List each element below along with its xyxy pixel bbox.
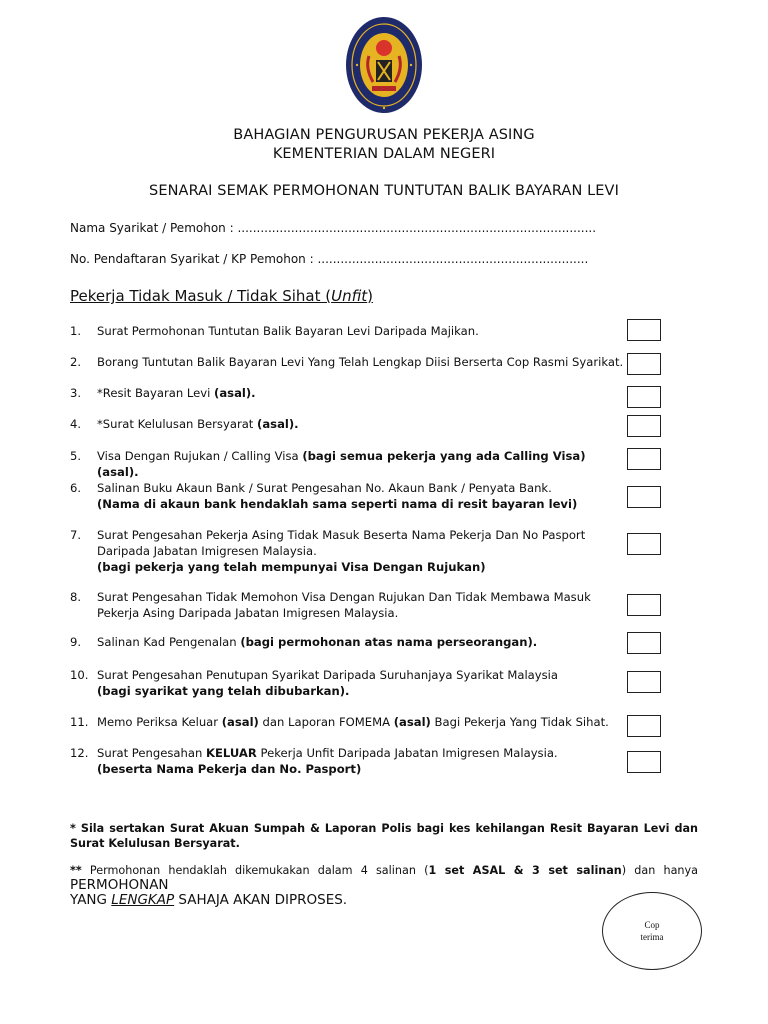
receipt-stamp-circle: [602, 892, 702, 970]
note-submission: ** Permohonan hendaklah dikemukakan dalam 4 salinan (1 set ASAL & 3 set salinan) dan hanya PERMOHONAN YANG LENGKAP SAHAJA AKAN DIPROSES.: [70, 864, 698, 908]
ministry-crest-logo: [345, 16, 423, 114]
checklist-item-number: 10.: [70, 668, 89, 682]
checklist-checkbox[interactable]: [627, 632, 661, 654]
checklist-item: [70, 745, 630, 777]
registration-number-dots: .......................................................................: [317, 252, 589, 266]
checklist-item-number: 2.: [70, 355, 82, 369]
checklist-item: [70, 589, 630, 621]
checklist-item-text: Memo Periksa Keluar (asal) dan Laporan FOMEMA (asal) Bagi Pekerja Yang Tidak Sihat.: [97, 715, 609, 729]
checklist-checkbox[interactable]: [627, 353, 661, 375]
checklist-item-text: *Resit Bayaran Levi (asal).: [97, 386, 256, 400]
document-title: SENARAI SEMAK PERMOHONAN TUNTUTAN BALIK BAYARAN LEVI: [149, 183, 619, 199]
note-affidavit: * Sila sertakan Surat Akuan Sumpah & Laporan Polis bagi kes kehilangan Resit Bayaran Levi dan Surat Kelulusan Bersyarat.: [70, 822, 698, 850]
registration-number-field[interactable]: [70, 252, 588, 266]
registration-number-label: No. Pendaftaran Syarikat / KP Pemohon :: [70, 252, 314, 266]
checklist-item-text: Surat Permohonan Tuntutan Balik Bayaran Levi Daripada Majikan.: [97, 324, 479, 338]
checklist-item-number: 9.: [70, 635, 82, 649]
checklist-item: [70, 448, 630, 480]
department-name: BAHAGIAN PENGURUSAN PEKERJA ASING: [233, 127, 535, 143]
checklist-item-text: Surat Pengesahan Tidak Memohon Visa Dengan Rujukan Dan Tidak Membawa Masuk Pekerja Asing Daripada Jabatan Imigresen Malaysia.: [97, 590, 591, 620]
checklist-item-number: 12.: [70, 746, 89, 760]
checklist-checkbox[interactable]: [627, 415, 661, 437]
checklist-item-number: 3.: [70, 386, 82, 400]
checklist-item-number: 1.: [70, 324, 82, 338]
checklist-item: [70, 667, 630, 699]
ministry-name: KEMENTERIAN DALAM NEGERI: [272, 146, 496, 162]
checklist-item: [70, 480, 630, 512]
company-name-field[interactable]: [70, 221, 596, 235]
checklist-checkbox[interactable]: [627, 386, 661, 408]
section-title: Pekerja Tidak Masuk / Tidak Sihat (Unfit): [70, 287, 374, 305]
checklist-item-text: Surat Pengesahan Penutupan Syarikat Daripada Suruhanjaya Syarikat Malaysia (bagi syarikat yang telah dibubarkan).: [97, 668, 558, 698]
checklist-item-text: *Surat Kelulusan Bersyarat (asal).: [97, 417, 299, 431]
checklist-item-text: Visa Dengan Rujukan / Calling Visa (bagi semua pekerja yang ada Calling Visa) (asal).: [97, 449, 586, 479]
company-name-dots: ..............................................................................................: [237, 221, 597, 235]
checklist-item: [70, 323, 630, 339]
checklist-checkbox[interactable]: [627, 448, 661, 470]
checklist-item-text: Salinan Kad Pengenalan (bagi permohonan atas nama perseorangan).: [97, 635, 538, 649]
company-name-label: Nama Syarikat / Pemohon :: [70, 221, 234, 235]
checklist-item: [70, 385, 630, 401]
checklist-item-text: Surat Pengesahan KELUAR Pekerja Unfit Daripada Jabatan Imigresen Malaysia. (beserta Nama Pekerja dan No. Pasport): [97, 746, 558, 776]
checklist-checkbox[interactable]: [627, 715, 661, 737]
checklist-item: [70, 416, 630, 432]
checklist-checkbox[interactable]: [627, 486, 661, 508]
checklist-item-number: 5.: [70, 449, 82, 463]
checklist-checkbox[interactable]: [627, 594, 661, 616]
checklist-item-text: Surat Pengesahan Pekerja Asing Tidak Masuk Beserta Nama Pekerja Dan No Pasport Daripada Jabatan Imigresen Malaysia. (bagi pekerja yang telah mempunyai Visa Dengan Rujukan): [97, 528, 586, 574]
checklist-item-number: 7.: [70, 528, 82, 542]
checklist-item-text: Borang Tuntutan Balik Bayaran Levi Yang Telah Lengkap Diisi Berserta Cop Rasmi Syarikat.: [97, 355, 624, 369]
checklist-item: [70, 354, 630, 370]
stamp-label-line1: Cop: [644, 920, 660, 930]
stamp-label-line2: terima: [640, 932, 664, 942]
checklist-checkbox[interactable]: [627, 671, 661, 693]
checklist-item: [70, 527, 630, 575]
checklist-item-number: 8.: [70, 590, 82, 604]
checklist-item: [70, 634, 630, 650]
checklist-item-number: 6.: [70, 481, 82, 495]
checklist-item-number: 4.: [70, 417, 82, 431]
checklist-item-number: 11.: [70, 715, 89, 729]
checklist-item: [70, 714, 630, 730]
checklist-item-text: Salinan Buku Akaun Bank / Surat Pengesahan No. Akaun Bank / Penyata Bank. (Nama di akaun bank hendaklah sama seperti nama di resit bayaran levi): [97, 481, 578, 511]
checklist-checkbox[interactable]: [627, 751, 661, 773]
checklist-checkbox[interactable]: [627, 533, 661, 555]
checklist-checkbox[interactable]: [627, 319, 661, 341]
